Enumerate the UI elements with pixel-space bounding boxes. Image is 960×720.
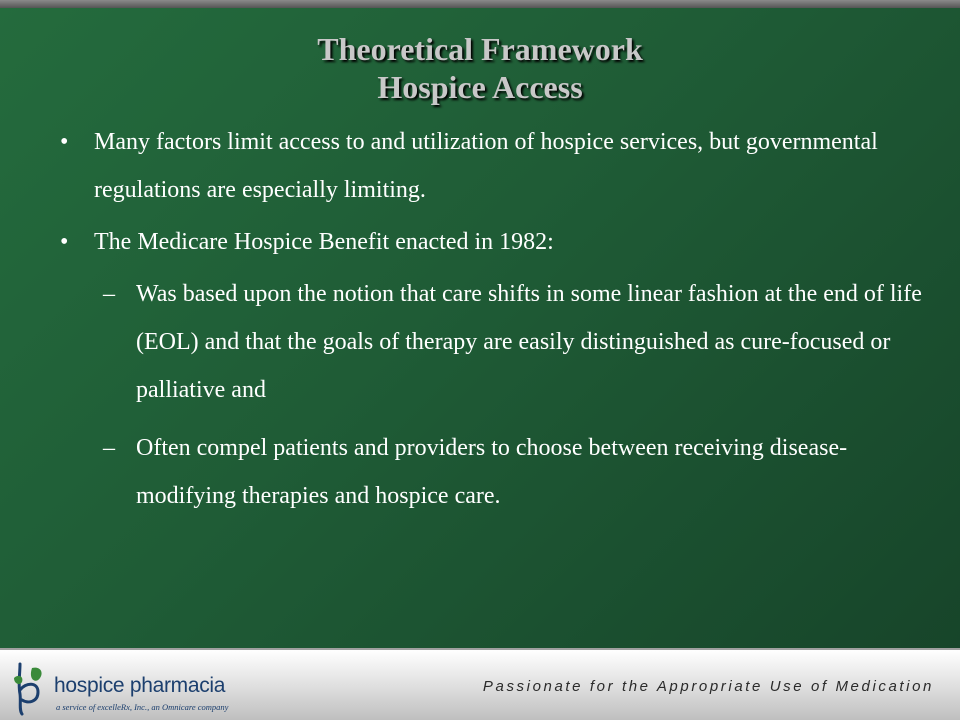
top-bar (0, 0, 960, 8)
bullet-mark: • (60, 129, 69, 155)
title-line-1: Theoretical Framework (317, 31, 643, 67)
bullet-item (60, 218, 910, 266)
sub-bullet-item (60, 270, 936, 414)
logo-tagline: a service of excelleRx, Inc., an Omnicare company (56, 702, 229, 712)
footer-slogan: Passionate for the Appropriate Use of Medication (482, 678, 934, 695)
hospice-pharmacia-logo-icon (10, 660, 50, 716)
hospice-pharmacia-logo (10, 658, 240, 716)
dash-mark: – (103, 281, 115, 307)
slide-title (0, 30, 960, 106)
logo-name: hospice pharmacia (54, 674, 226, 697)
title-line-2: Hospice Access (377, 69, 583, 105)
sub-bullet-text: Often compel patients and providers to choose between receiving disease-modifying therapies and hospice care. (136, 435, 848, 509)
bullet-mark: • (60, 229, 69, 255)
dash-mark: – (103, 435, 115, 461)
sub-bullet-text: Was based upon the notion that care shifts in some linear fashion at the end of life (EOL) and that the goals of therapy are easily distinguished as cure-focused or palliative and (136, 281, 922, 403)
sub-bullet-item (60, 424, 936, 520)
bullet-text: The Medicare Hospice Benefit enacted in 1982: (94, 229, 554, 255)
slide-body (60, 118, 922, 530)
bullet-text: Many factors limit access to and utilization of hospice services, but governmental regulations are especially limiting. (94, 129, 878, 203)
footer (0, 648, 960, 720)
bullet-item (60, 118, 910, 214)
